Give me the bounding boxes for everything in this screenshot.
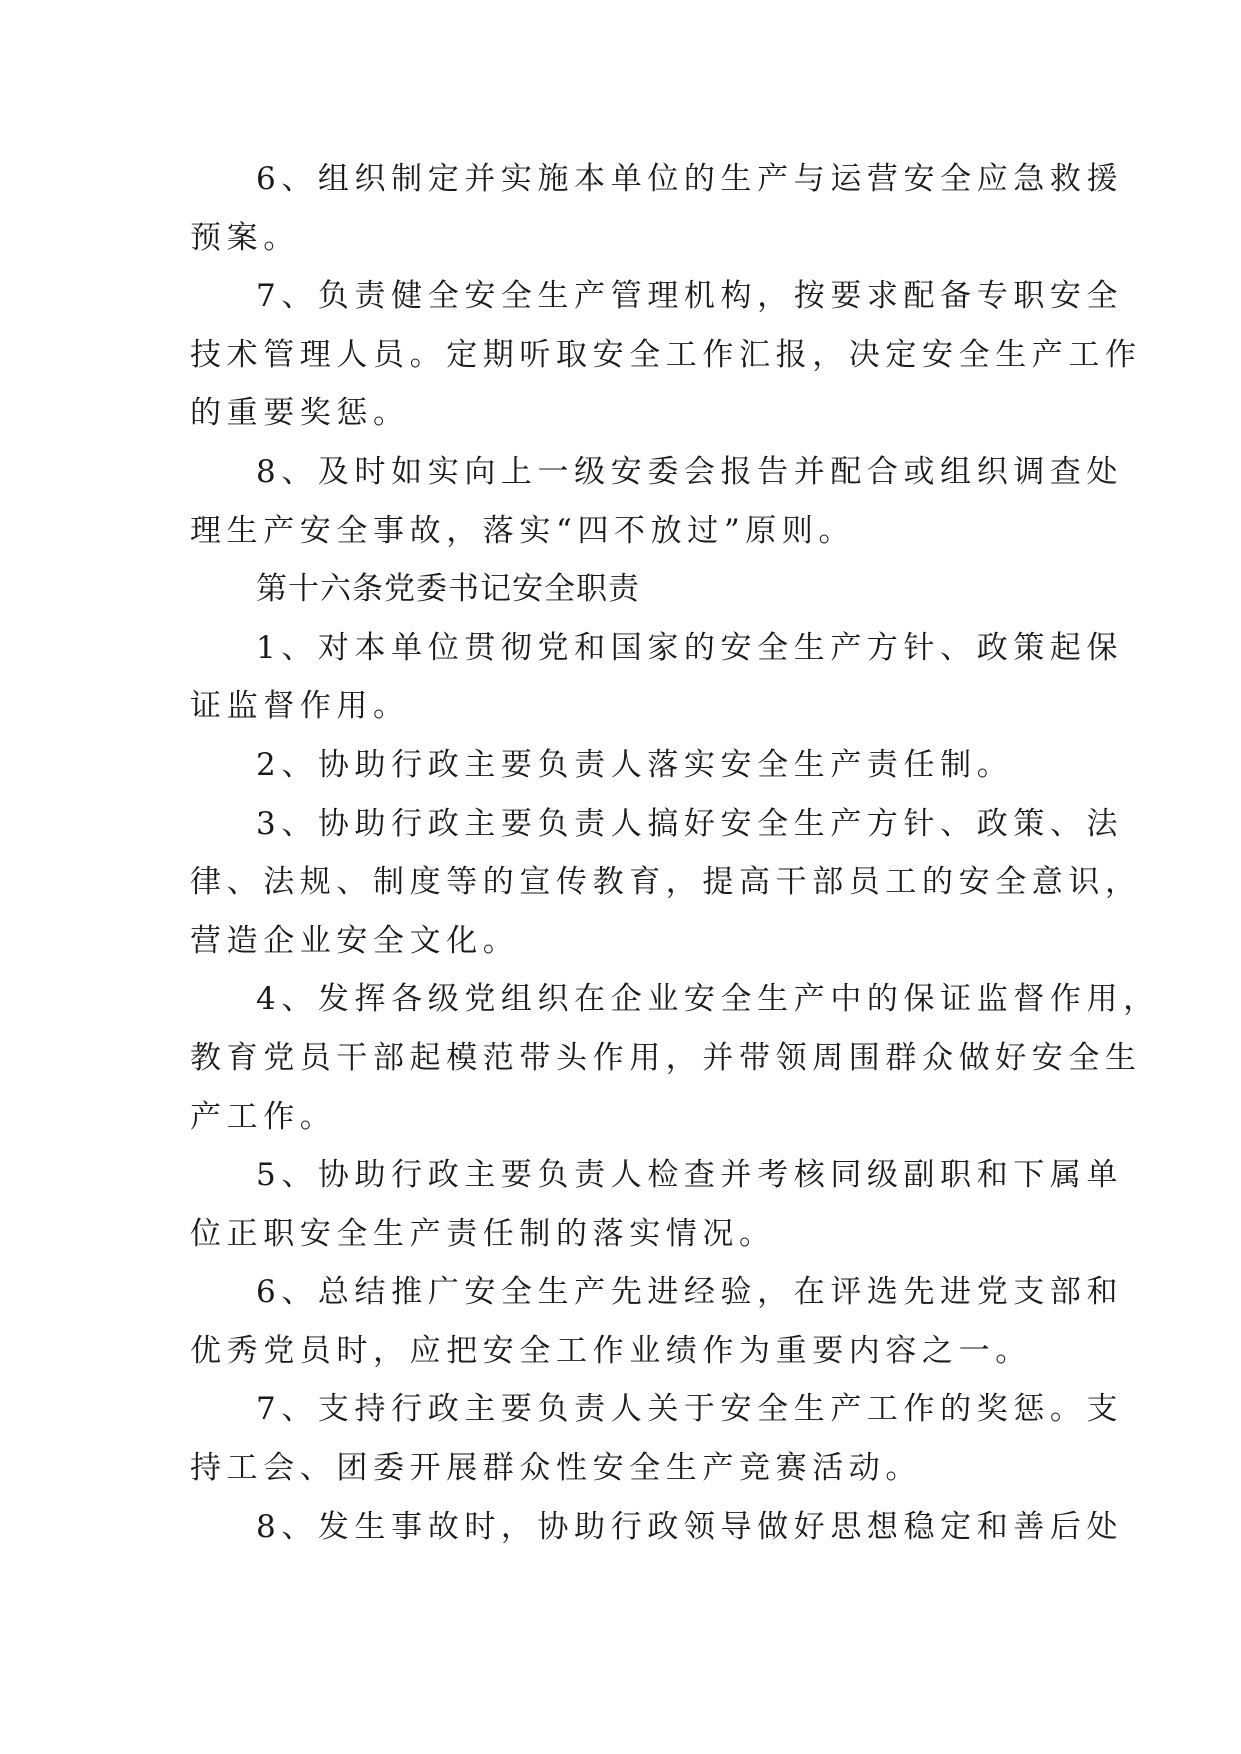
paragraph-item-6-emergency-plan bbox=[190, 150, 1124, 267]
paragraph-line: 持工会、团委开展群众性安全生产竞赛活动。 bbox=[190, 1450, 922, 1487]
paragraph-line: 优秀党员时，应把安全工作业绩作为重要内容之一。 bbox=[190, 1332, 1032, 1369]
paragraph-line: 6、总结推广安全生产先进经验，在评选先进党支部和 bbox=[256, 1274, 1124, 1311]
paragraph-item-7-rewards bbox=[190, 1380, 1124, 1497]
paragraph-line: 6、组织制定并实施本单位的生产与运营安全应急救援 bbox=[256, 161, 1124, 197]
paragraph-line: 营造企业安全文化。 bbox=[190, 922, 520, 959]
paragraph-item-1-supervision bbox=[190, 619, 1124, 736]
paragraph-line: 5、协助行政主要负责人检查并考核同级副职和下属单 bbox=[256, 1157, 1124, 1194]
paragraph-line: 4、发挥各级党组织在企业安全生产中的保证监督作用， bbox=[256, 981, 1160, 1018]
paragraph-line: 预案。 bbox=[190, 219, 300, 256]
paragraph-item-2-responsibility-system bbox=[190, 736, 1052, 795]
paragraph-item-8-accident-aftermath bbox=[190, 1498, 1124, 1557]
paragraph-line: 教育党员干部起模范带头作用，并带领周围群众做好安全生 bbox=[190, 1039, 1142, 1076]
document-body bbox=[190, 150, 1160, 1556]
paragraph-item-8-accident-report bbox=[190, 443, 1124, 560]
paragraph-item-3-education bbox=[190, 795, 1142, 971]
paragraph-item-5-inspection bbox=[190, 1146, 1124, 1263]
paragraph-item-6-experience bbox=[190, 1263, 1124, 1380]
paragraph-line: 7、负责健全安全生产管理机构，按要求配备专职安全 bbox=[256, 278, 1124, 315]
paragraph-line: 1、对本单位贯彻党和国家的安全生产方针、政策起保 bbox=[256, 629, 1124, 666]
article-heading: 第十六条党委书记安全职责 bbox=[256, 571, 640, 608]
paragraph-line: 技术管理人员。定期听取安全工作汇报，决定安全生产工作 bbox=[190, 336, 1142, 373]
paragraph-line: 3、协助行政主要负责人搞好安全生产方针、政策、法 bbox=[256, 805, 1124, 842]
paragraph-line: 律、法规、制度等的宣传教育，提高干部员工的安全意识， bbox=[190, 864, 1142, 901]
paragraph-line: 2、协助行政主要负责人落实安全生产责任制。 bbox=[256, 746, 1014, 783]
paragraph-line: 证监督作用。 bbox=[190, 688, 410, 725]
paragraph-item-4-party-organization bbox=[190, 970, 1160, 1146]
paragraph-item-7-safety-organization bbox=[190, 267, 1142, 443]
paragraph-line: 位正职安全生产责任制的落实情况。 bbox=[190, 1215, 776, 1252]
paragraph-line: 7、支持行政主要负责人关于安全生产工作的奖惩。支 bbox=[256, 1391, 1124, 1428]
paragraph-line: 理生产安全事故，落实“四不放过”原则。 bbox=[190, 512, 856, 549]
paragraph-line: 的重要奖惩。 bbox=[190, 395, 410, 432]
paragraph-line: 产工作。 bbox=[190, 1098, 337, 1135]
paragraph-line: 8、发生事故时，协助行政领导做好思想稳定和善后处 bbox=[256, 1508, 1124, 1545]
paragraph-line: 8、及时如实向上一级安委会报告并配合或组织调查处 bbox=[256, 453, 1124, 490]
